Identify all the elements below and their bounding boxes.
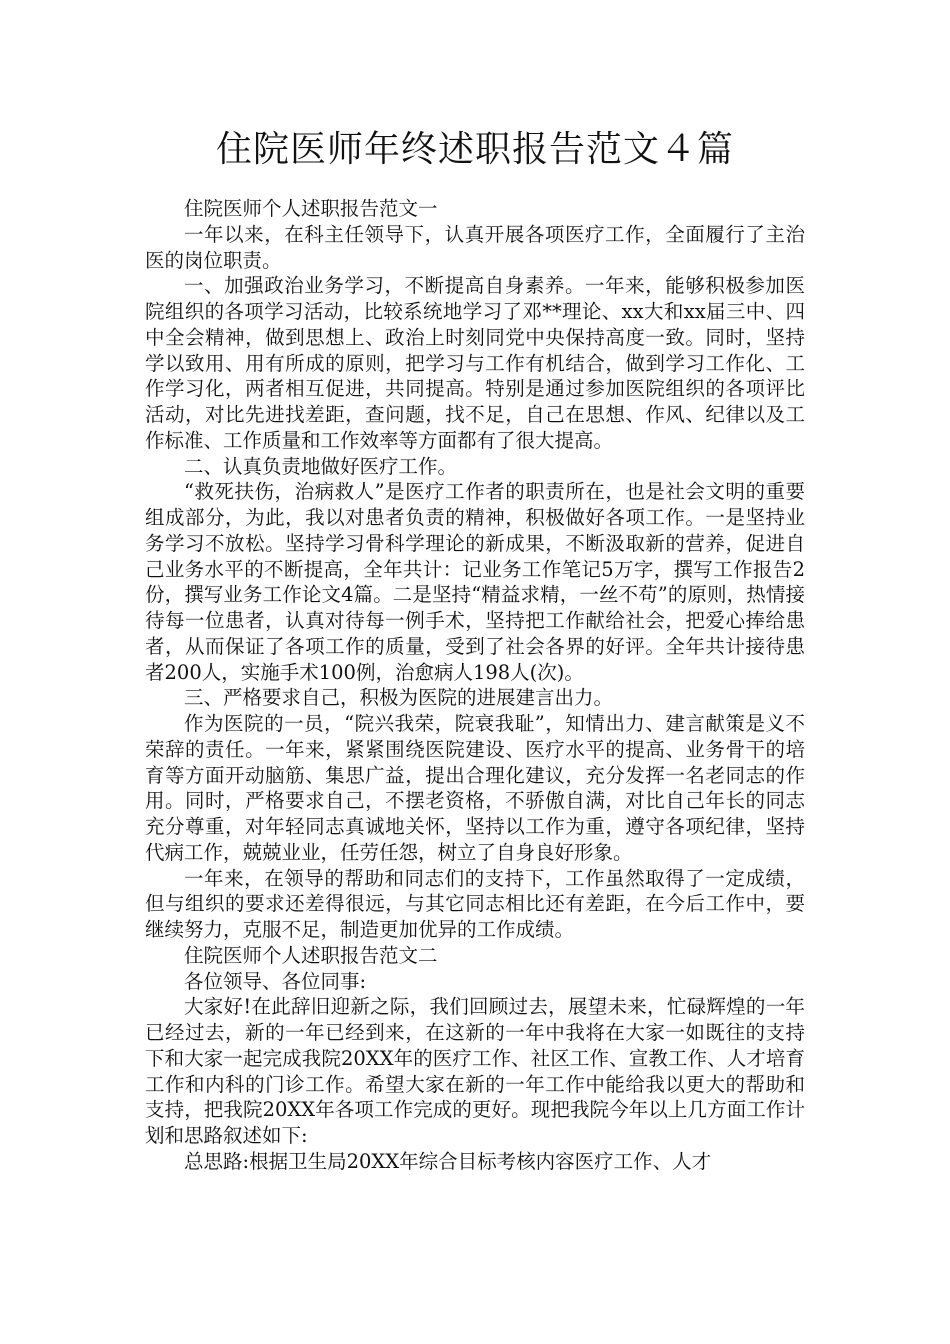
paragraph: 总思路:根据卫生局20XX年综合目标考核内容医疗工作、人才 [184,1149,712,1173]
paragraph: 作为医院的一员，“院兴我荣，院衰我耻”，知情出力、建言献策是义不荣辞的责任。一年来，紧紧围绕医院建设、医疗水平的提高、业务骨干的培育等方面开动脑筋、集思广益，提出合理化建议，充分发挥一名老同志的作用。同时，严格要求自己，不摆老资格，不骄傲自满，对比自己年长的同志充分尊重，对年轻同志真诚地关怀，坚持以工作为重，遵守各项纪律，坚持代病工作，兢兢业业，任劳任怨，树立了自身良好形象。 [145,712,805,864]
paragraph: 住院医师个人述职报告范文一 [184,197,438,220]
paragraph: 一年以来，在科主任领导下，认真开展各项医疗工作，全面履行了主治医的岗位职责。 [145,222,805,272]
paragraph: 大家好!在此辞旧迎新之际，我们回顾过去，展望未来，忙碌辉煌的一年已经过去，新的一年已经到来，在这新的一年中我将在大家一如既往的支持下和大家一起完成我院20XX年的医疗工作、社区工作、宣教工作、人才培育工作和内科的门诊工作。希望大家在新的一年工作中能给我以更大的帮助和支持，把我院20XX年各项工作完成的更好。现把我院今年以上几方面工作计划和思路叙述如下: [145,995,805,1147]
paragraph: 各位领导、各位同事: [184,969,367,993]
paragraph: 三、严格要求自己，积极为医院的进展建言出力。 [184,686,614,710]
paragraph: 一、加强政治业务学习，不断提高自身素养。一年来，能够积极参加医院组织的各项学习活动，比较系统地学习了邓**理论、xx大和xx届三中、四中全会精神，做到思想上、政治上时刻同党中央保持高度一致。同时，坚持学以致用、用有所成的原则，把学习与工作有机结合，做到学习工作化、工作学习化，两者相互促进，共同提高。特别是通过参加医院组织的各项评比活动，对比先进找差距，查问题，找不足，自己在思想、作风、纪律以及工作标准、工作质量和工作效率等方面都有了很大提高。 [145,274,805,452]
paragraph: 住院医师个人述职报告范文二 [184,943,438,967]
document-title: 住院医师年终述职报告范文４篇 [215,129,734,170]
paragraph: “救死扶伤，治病救人”是医疗工作者的职责所在，也是社会文明的重要组成部分，为此，我以对患者负责的精神，积极做好各项工作。一是坚持业务学习不放松。坚持学习骨科学理论的新成果，不断汲取新的营养，促进自己业务水平的不断提高，全年共计：记业务工作笔记5万字，撰写工作报告2份，撰写业务工作论文4篇。二是坚持“精益求精，一丝不苟”的原则，热情接待每一位患者，认真对待每一例手术，坚持把工作献给社会，把爱心捧给患者，从而保证了各项工作的质量，受到了社会各界的好评。全年共计接待患者200人，实施手术100例，治愈病人198人(次)。 [145,480,805,684]
paragraph: 一年来，在领导的帮助和同志们的支持下，工作虽然取得了一定成绩，但与组织的要求还差得很远，与其它同志相比还有差距，在今后工作中，要继续努力，克服不足，制造更加优异的工作成绩。 [145,866,805,941]
document-body [145,196,805,1175]
paragraph: 二、认真负责地做好医疗工作。 [184,454,458,478]
